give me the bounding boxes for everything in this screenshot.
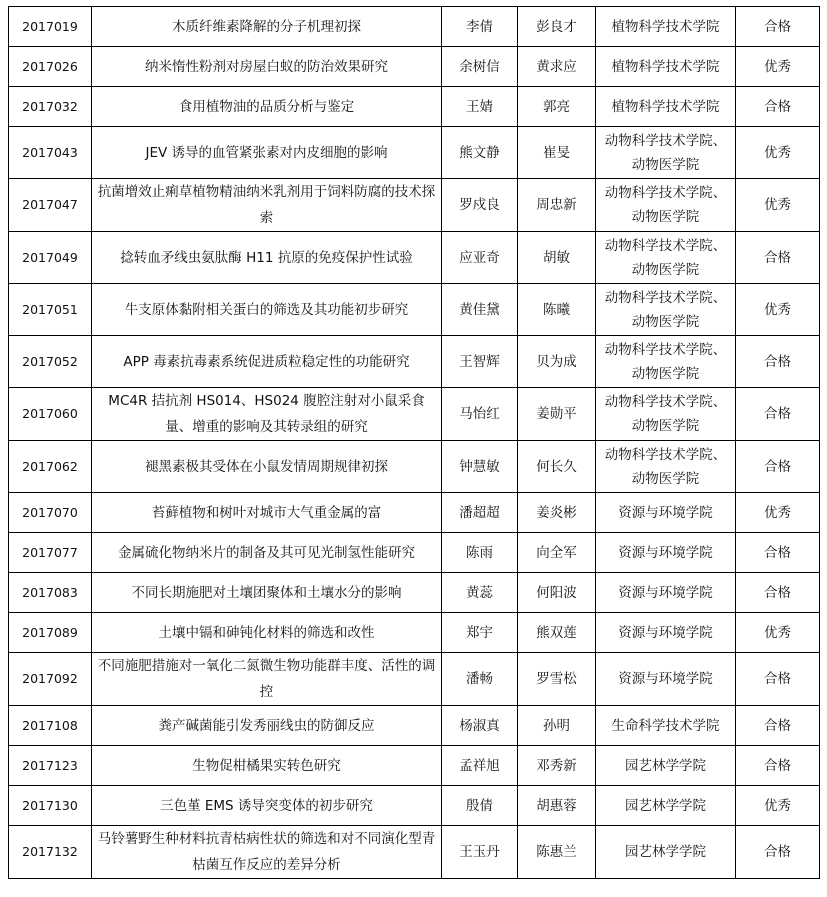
project-id: 2017089 [9,613,92,653]
college-name: 园艺林学学院 [596,746,736,786]
result-grade: 优秀 [736,179,820,232]
result-grade: 合格 [736,388,820,441]
advisor-name: 何阳波 [518,573,596,613]
advisor-name: 姜勋平 [518,388,596,441]
college-name: 资源与环境学院 [596,533,736,573]
college-name: 动物科学技术学院、动物医学院 [596,179,736,232]
student-name: 潘畅 [442,653,518,706]
advisor-name: 崔旻 [518,127,596,179]
table-row [9,573,820,613]
project-title: 捻转血矛线虫氨肽酶 H11 抗原的免疫保护性试验 [92,232,442,284]
project-title: 不同长期施肥对土壤团聚体和土壤水分的影响 [92,573,442,613]
result-grade: 优秀 [736,786,820,826]
project-title: 三色堇 EMS 诱导突变体的初步研究 [92,786,442,826]
result-grade: 优秀 [736,47,820,87]
table-row [9,87,820,127]
college-name: 资源与环境学院 [596,653,736,706]
table-row [9,653,820,706]
advisor-name: 孙明 [518,706,596,746]
project-title: 抗菌增效止痢草植物精油纳米乳剂用于饲料防腐的技术探索 [92,179,442,232]
advisor-name: 彭良才 [518,7,596,47]
student-name: 马怡红 [442,388,518,441]
table-row [9,613,820,653]
college-name: 园艺林学学院 [596,786,736,826]
project-id: 2017062 [9,441,92,493]
project-id: 2017026 [9,47,92,87]
project-id: 2017047 [9,179,92,232]
result-grade: 合格 [736,7,820,47]
project-title: MC4R 拮抗剂 HS014、HS024 腹腔注射对小鼠采食量、增重的影响及其转录组的研究 [92,388,442,441]
student-name: 潘超超 [442,493,518,533]
project-id: 2017019 [9,7,92,47]
student-name: 应亚奇 [442,232,518,284]
table-row [9,441,820,493]
student-name: 熊文静 [442,127,518,179]
student-name: 殷倩 [442,786,518,826]
result-grade: 合格 [736,573,820,613]
advisor-name: 郭亮 [518,87,596,127]
result-grade: 合格 [736,441,820,493]
project-id: 2017132 [9,826,92,879]
student-name: 黄蕊 [442,573,518,613]
table-row [9,127,820,179]
project-id: 2017108 [9,706,92,746]
student-name: 王婧 [442,87,518,127]
result-grade: 合格 [736,706,820,746]
table-row [9,706,820,746]
college-name: 园艺林学学院 [596,826,736,879]
result-grade: 合格 [736,746,820,786]
table-row [9,47,820,87]
student-name: 孟祥旭 [442,746,518,786]
student-name: 郑宇 [442,613,518,653]
project-results-table [8,6,820,879]
table-row [9,388,820,441]
project-id: 2017051 [9,284,92,336]
result-grade: 合格 [736,87,820,127]
result-grade: 合格 [736,232,820,284]
advisor-name: 胡惠蓉 [518,786,596,826]
college-name: 动物科学技术学院、动物医学院 [596,284,736,336]
project-title: 生物促柑橘果实转色研究 [92,746,442,786]
table-row [9,493,820,533]
table-row [9,746,820,786]
advisor-name: 陈曦 [518,284,596,336]
table-row [9,232,820,284]
project-id: 2017070 [9,493,92,533]
college-name: 植物科学技术学院 [596,7,736,47]
project-id: 2017052 [9,336,92,388]
student-name: 余树信 [442,47,518,87]
college-name: 生命科学技术学院 [596,706,736,746]
college-name: 资源与环境学院 [596,573,736,613]
result-grade: 合格 [736,826,820,879]
project-title: 牛支原体黏附相关蛋白的筛选及其功能初步研究 [92,284,442,336]
student-name: 李倩 [442,7,518,47]
advisor-name: 罗雪松 [518,653,596,706]
college-name: 动物科学技术学院、动物医学院 [596,127,736,179]
advisor-name: 胡敏 [518,232,596,284]
result-grade: 合格 [736,336,820,388]
project-title: 金属硫化物纳米片的制备及其可见光制氢性能研究 [92,533,442,573]
table-row [9,826,820,879]
project-id: 2017049 [9,232,92,284]
project-title: 食用植物油的品质分析与鉴定 [92,87,442,127]
college-name: 动物科学技术学院、动物医学院 [596,336,736,388]
student-name: 钟慧敏 [442,441,518,493]
student-name: 王玉丹 [442,826,518,879]
table-row [9,284,820,336]
student-name: 王智辉 [442,336,518,388]
advisor-name: 姜炎彬 [518,493,596,533]
advisor-name: 黄求应 [518,47,596,87]
project-id: 2017130 [9,786,92,826]
college-name: 动物科学技术学院、动物医学院 [596,232,736,284]
college-name: 动物科学技术学院、动物医学院 [596,388,736,441]
student-name: 罗戍良 [442,179,518,232]
college-name: 资源与环境学院 [596,613,736,653]
result-grade: 优秀 [736,613,820,653]
table-row [9,179,820,232]
result-grade: 优秀 [736,284,820,336]
advisor-name: 邓秀新 [518,746,596,786]
student-name: 黄佳黛 [442,284,518,336]
project-id: 2017092 [9,653,92,706]
result-grade: 合格 [736,653,820,706]
project-title: 马铃薯野生种材料抗青枯病性状的筛选和对不同演化型青枯菌互作反应的差异分析 [92,826,442,879]
advisor-name: 贝为成 [518,336,596,388]
student-name: 杨淑真 [442,706,518,746]
project-title: 土壤中镉和砷钝化材料的筛选和改性 [92,613,442,653]
project-title: JEV 诱导的血管紧张素对内皮细胞的影响 [92,127,442,179]
project-id: 2017083 [9,573,92,613]
project-title: 苔藓植物和树叶对城市大气重金属的富 [92,493,442,533]
college-name: 动物科学技术学院、动物医学院 [596,441,736,493]
college-name: 植物科学技术学院 [596,47,736,87]
table-body [9,7,820,879]
project-title: 褪黑素极其受体在小鼠发情周期规律初探 [92,441,442,493]
project-title: 木质纤维素降解的分子机理初探 [92,7,442,47]
project-id: 2017123 [9,746,92,786]
student-name: 陈雨 [442,533,518,573]
table-row [9,336,820,388]
project-title: 不同施肥措施对一氧化二氮微生物功能群丰度、活性的调控 [92,653,442,706]
result-grade: 优秀 [736,493,820,533]
project-id: 2017077 [9,533,92,573]
advisor-name: 何长久 [518,441,596,493]
advisor-name: 向全军 [518,533,596,573]
table-row [9,786,820,826]
table-row [9,533,820,573]
project-title: 粪产碱菌能引发秀丽线虫的防御反应 [92,706,442,746]
advisor-name: 陈惠兰 [518,826,596,879]
project-id: 2017032 [9,87,92,127]
college-name: 植物科学技术学院 [596,87,736,127]
result-grade: 优秀 [736,127,820,179]
college-name: 资源与环境学院 [596,493,736,533]
project-id: 2017043 [9,127,92,179]
project-id: 2017060 [9,388,92,441]
project-title: 纳米惰性粉剂对房屋白蚁的防治效果研究 [92,47,442,87]
advisor-name: 熊双莲 [518,613,596,653]
table-row [9,7,820,47]
advisor-name: 周忠新 [518,179,596,232]
project-title: APP 毒素抗毒素系统促进质粒稳定性的功能研究 [92,336,442,388]
result-grade: 合格 [736,533,820,573]
